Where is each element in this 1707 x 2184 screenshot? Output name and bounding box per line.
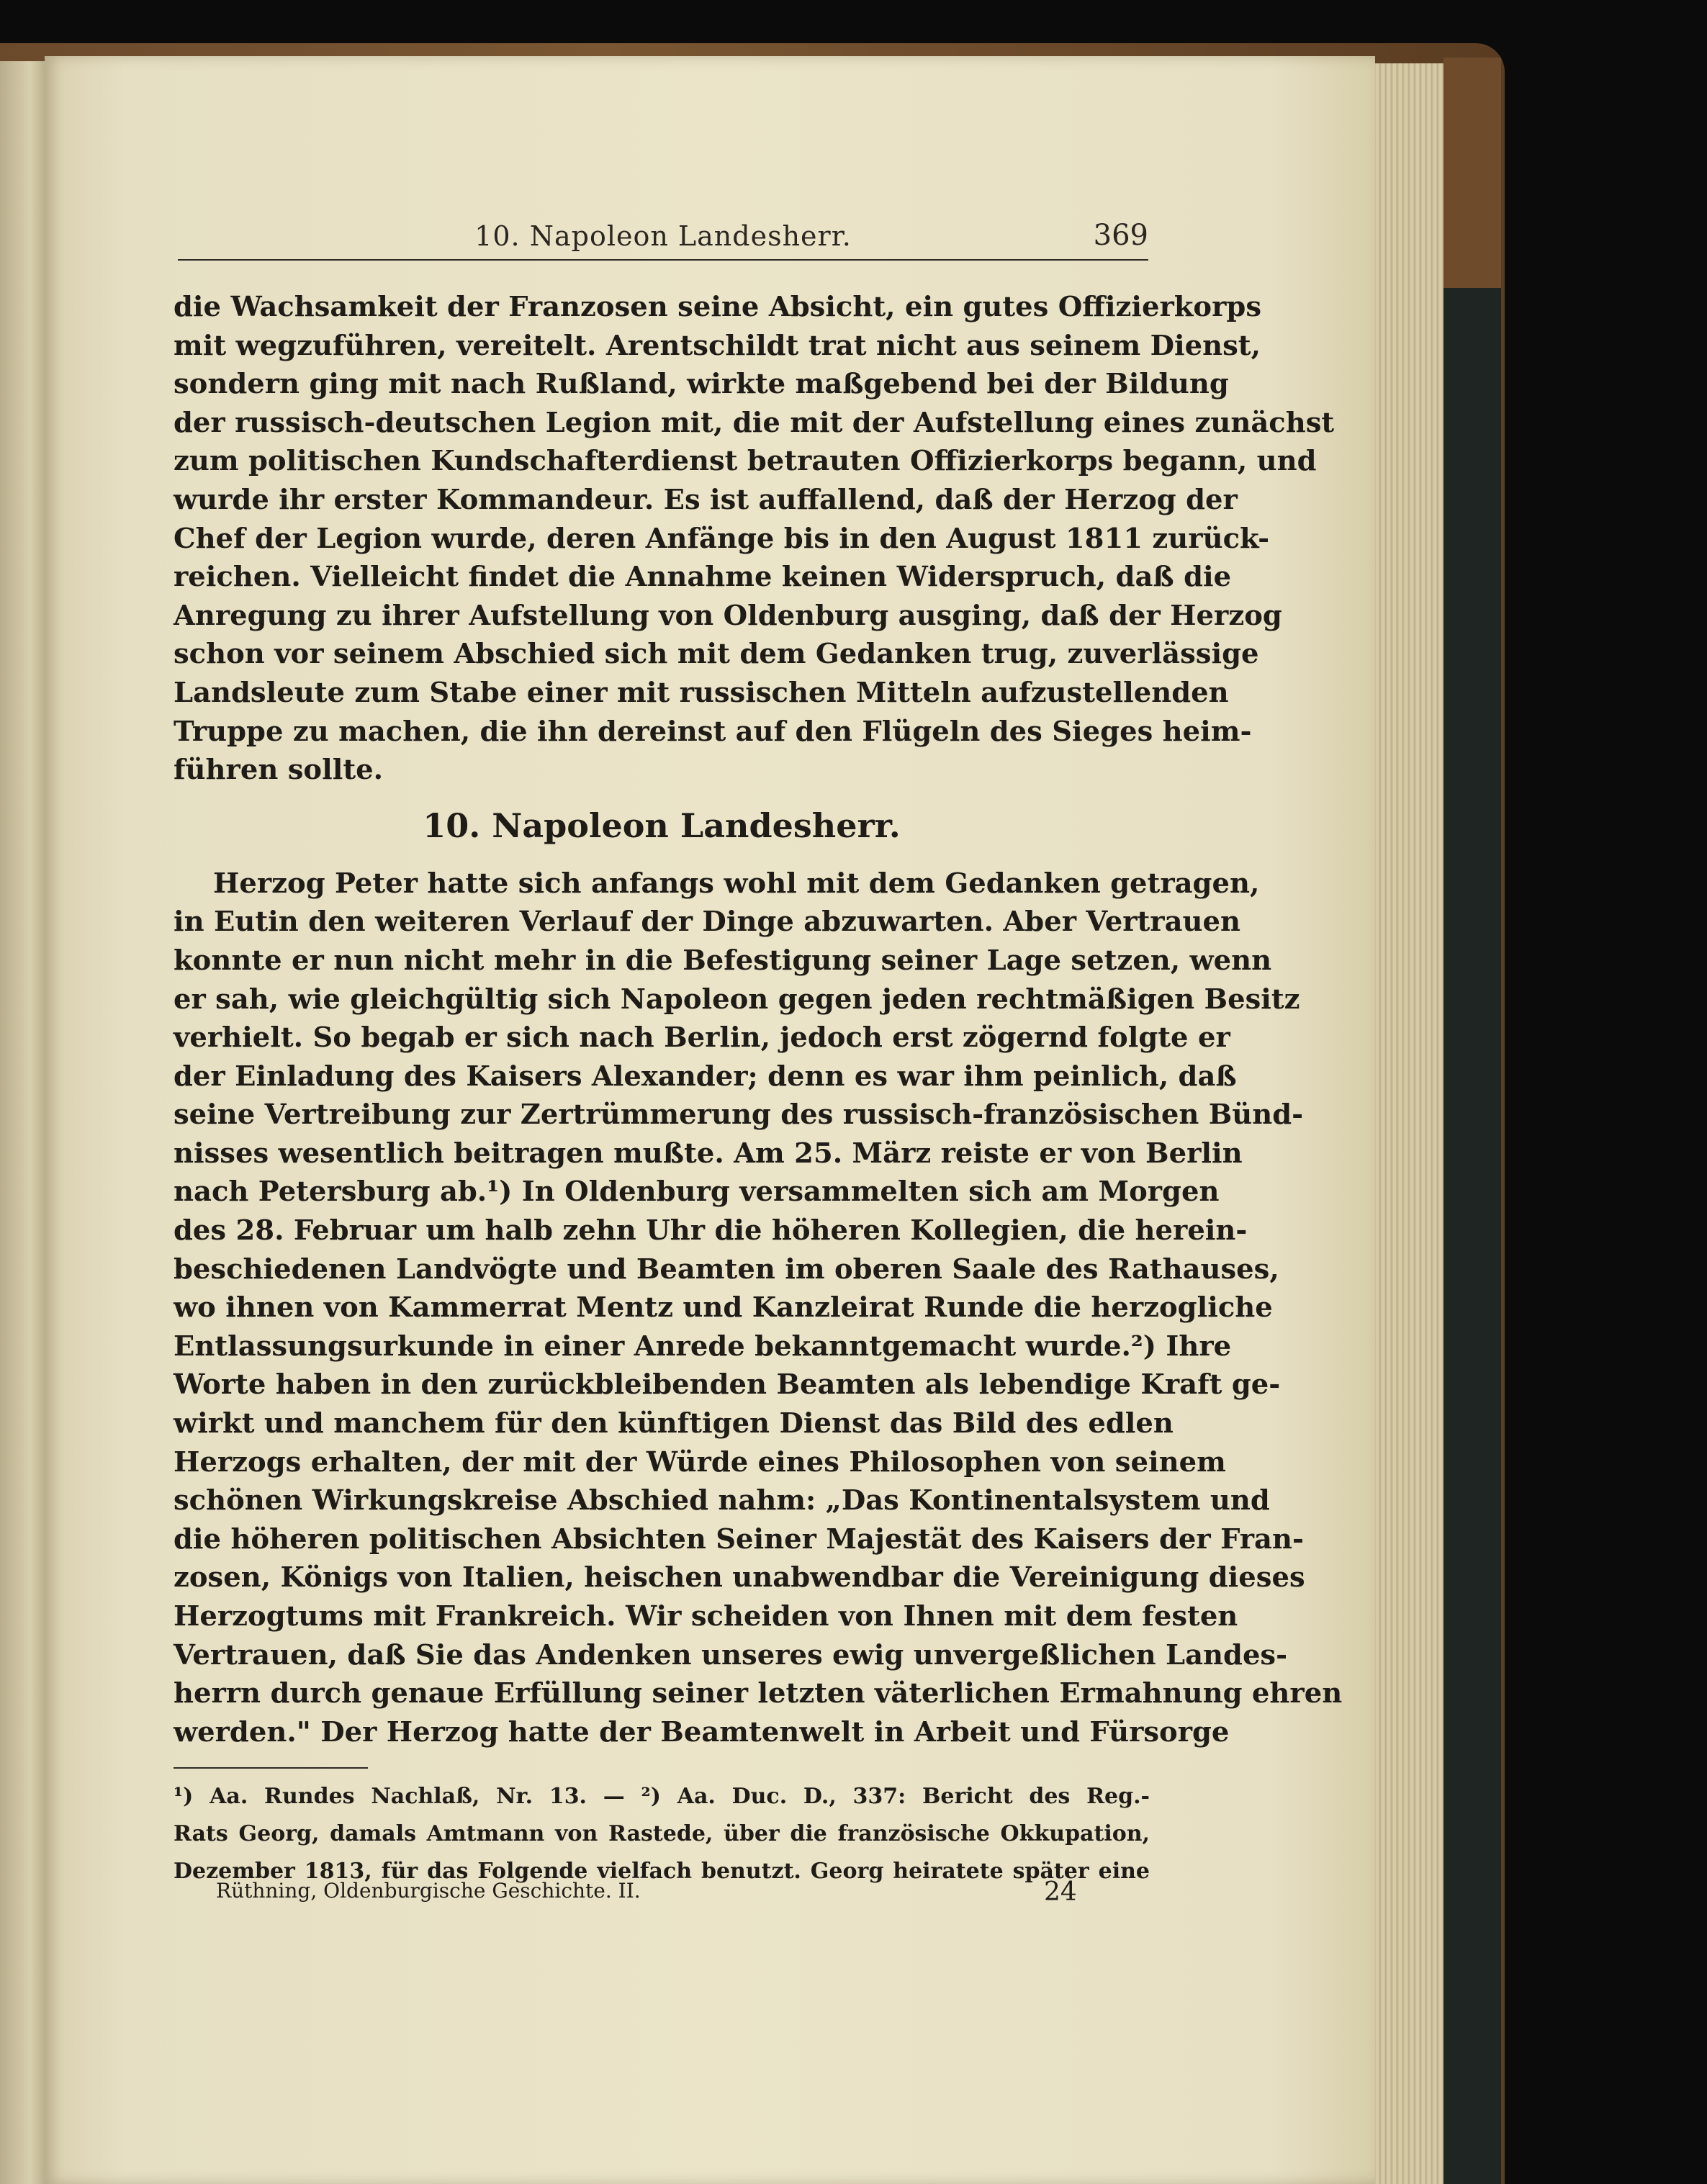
signature-text: Rüthning, Oldenburgische Geschichte. II. [216, 1879, 641, 1903]
text-line: reichen. Vielleicht findet die Annahme keinen Widerspruch, daß die [174, 561, 1232, 594]
footnote-divider [174, 1767, 368, 1769]
text-line: wirkt und manchem für den künftigen Dienst das Bild des edlen [174, 1407, 1174, 1440]
footnotes [174, 1778, 1150, 1890]
text-line: sondern ging mit nach Rußland, wirkte maßgebend bei der Bildung [174, 368, 1229, 401]
text-line: herrn durch genaue Erfüllung seiner letzten väterlichen Ermahnung ehren [174, 1677, 1343, 1710]
running-header [178, 216, 1148, 261]
text-line: nisses wesentlich beitragen mußte. Am 25. März reiste er von Berlin [174, 1137, 1243, 1170]
text-line: die höheren politischen Absichten Seiner Majestät des Kaisers der Fran- [174, 1522, 1304, 1556]
text-line: mit wegzuführen, vereitelt. Arentschildt trat nicht aus seinem Dienst, [174, 329, 1261, 362]
text-line: führen sollte. [174, 754, 384, 787]
paragraph-2 [174, 865, 1343, 1752]
text-line: werden." Der Herzog hatte der Beamtenwelt in Arbeit und Fürsorge [174, 1715, 1230, 1748]
text-line: schönen Wirkungskreise Abschied nahm: „Das Kontinentalsystem und [174, 1484, 1270, 1517]
text-line: wurde ihr erster Kommandeur. Es ist auffallend, daß der Herzog der [174, 483, 1238, 516]
sheet-number: 24 [1044, 1877, 1077, 1907]
text-line: verhielt. So begab er sich nach Berlin, jedoch erst zögernd folgte er [174, 1021, 1230, 1055]
footnote-line: Dezember 1813, für das Folgende vielfach benutzt. Georg heiratete später eine [174, 1859, 1150, 1884]
text-line: wo ihnen von Kammerrat Mentz und Kanzleirat Runde die herzogliche [174, 1291, 1273, 1325]
page-fore-edge [1364, 63, 1443, 2184]
text-line: in Eutin den weiteren Verlauf der Dinge abzuwarten. Aber Vertrauen [174, 906, 1241, 939]
text-line: er sah, wie gleichgültig sich Napoleon gegen jeden rechtmäßigen Besitz [174, 983, 1300, 1016]
text-line: Vertrauen, daß Sie das Andenken unseres ewig unvergeßlichen Landes- [174, 1638, 1288, 1671]
text-line: zosen, Königs von Italien, heischen unabwendbar die Vereinigung dieses [174, 1561, 1305, 1594]
printer-signature [216, 1879, 1145, 1908]
text-line: Truppe zu machen, die ihn dereinst auf den Flügeln des Sieges heim- [174, 715, 1252, 748]
text-line: des 28. Februar um halb zehn Uhr die höheren Kollegien, die herein- [174, 1214, 1248, 1247]
text-line: zum politischen Kundschafterdienst betrauten Offizierkorps begann, und [174, 445, 1317, 478]
left-page-edge [0, 61, 50, 2184]
text-line: seine Vertreibung zur Zertrümmerung des russisch-französischen Bünd- [174, 1098, 1304, 1132]
text-line: Herzogtums mit Frankreich. Wir scheiden von Ihnen mit dem festen [174, 1600, 1238, 1633]
text-line: Anregung zu ihrer Aufstellung von Oldenburg ausging, daß der Herzog [174, 599, 1282, 632]
text-line: Entlassungsurkunde in einer Anrede bekanntgemacht wurde.²) Ihre [174, 1330, 1232, 1363]
text-line: Landsleute zum Stabe einer mit russischen Mitteln aufzustellenden [174, 676, 1229, 709]
page-number: 369 [1093, 219, 1148, 252]
text-line: die Wachsamkeit der Franzosen seine Absicht, ein gutes Offizierkorps [174, 291, 1261, 323]
section-heading: 10. Napoleon Landesherr. [423, 806, 901, 845]
text-line: nach Petersburg ab.¹) In Oldenburg versammelten sich am Morgen [174, 1176, 1220, 1209]
text-line: Herzogs erhalten, der mit der Würde eines Philosophen von seinem [174, 1445, 1226, 1479]
text-line: der Einladung des Kaisers Alexander; denn es war ihm peinlich, daß [174, 1060, 1237, 1093]
footnote-line: ¹) Aa. Rundes Nachlaß, Nr. 13. — ²) Aa. Duc. D., 337: Bericht des Reg.- [174, 1784, 1150, 1809]
text-line: Herzog Peter hatte sich anfangs wohl mit dem Gedanken getragen, [213, 867, 1260, 900]
running-title: 10. Napoleon Landesherr. [474, 220, 852, 252]
paragraph-1 [174, 288, 1335, 790]
body-text [174, 288, 1343, 1751]
text-line: beschiedenen Landvögte und Beamten im oberen Saale des Rathauses, [174, 1253, 1279, 1286]
footnote-line: Rats Georg, damals Amtmann von Rastede, über die französische Okkupation, [174, 1821, 1150, 1846]
cover-spine-cloth [1443, 288, 1501, 2184]
text-line: schon vor seinem Abschied sich mit dem Gedanken trug, zuverlässige [174, 638, 1259, 671]
text-line: Chef der Legion wurde, deren Anfänge bis in den August 1811 zurück- [174, 522, 1270, 555]
cover-corner [1443, 58, 1501, 288]
text-line: Worte haben in den zurückbleibenden Beamten als lebendige Kraft ge- [174, 1368, 1281, 1402]
text-line: konnte er nun nicht mehr in die Befestigung seiner Lage setzen, wenn [174, 944, 1272, 977]
text-line: der russisch-deutschen Legion mit, die mit der Aufstellung eines zunächst [174, 406, 1335, 439]
